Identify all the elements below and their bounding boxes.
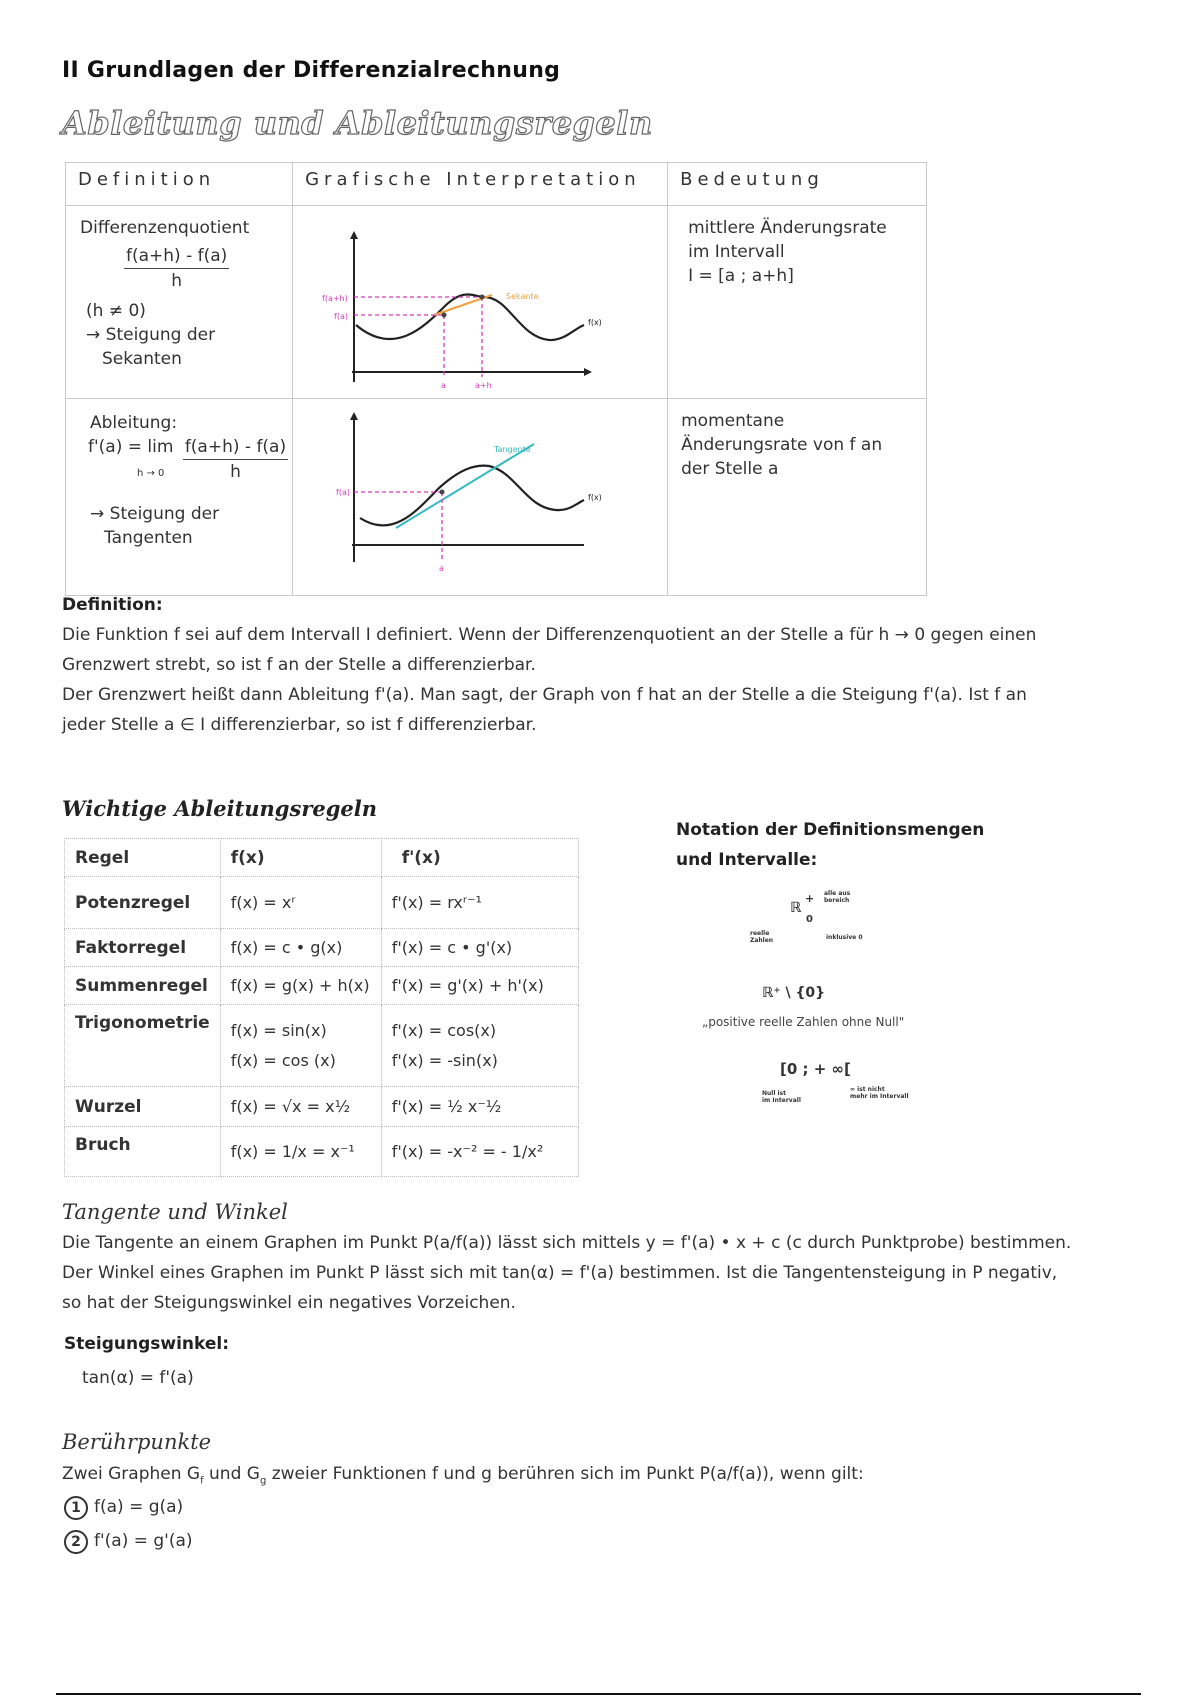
secant-arrow-line1: → Steigung der — [86, 325, 216, 345]
rule-fx: f(x) = √x = x½ — [220, 1087, 381, 1127]
function-curve — [360, 466, 584, 526]
rule-fpx: f'(x) = rxʳ⁻¹ — [381, 877, 578, 929]
x-axis-arrow — [584, 368, 592, 376]
definition-line: Der Grenzwert heißt dann Ableitung f'(a). Man sagt, der Graph von f hat an der Stelle a die Steigung f'(a). Ist f an — [62, 685, 1027, 705]
touch-line: Zwei Graphen $G_f$ und $G_g$ zweier Funktionen f und g berühren sich im Punkt P(a/f(a)), wenn gilt: — [62, 1464, 864, 1487]
label-secant: Sekante — [506, 292, 539, 301]
rule-fx: f(x) = g(x) + h(x) — [220, 967, 381, 1005]
meaning-2-line2: Änderungsrate von f an — [681, 435, 883, 455]
rule-row — [65, 1127, 579, 1177]
label-ah: a+h — [475, 381, 492, 390]
header-grafische-interpretation: Grafische Interpretation — [293, 163, 668, 206]
label-tangent: Tangente — [494, 445, 531, 454]
bottom-rule — [56, 1693, 1141, 1695]
definition-line: Die Funktion f sei auf dem Intervall I definiert. Wenn der Differenzenquotient an der Stelle a für h → 0 gegen einen — [62, 625, 1037, 645]
rule-name: Potenzregel — [65, 877, 221, 929]
point-ah — [480, 295, 485, 300]
cell-ableitung — [66, 399, 293, 596]
definition-line: jeder Stelle a ∈ I differenzierbar, so ist f differenzierbar. — [62, 715, 537, 735]
set-minus: ℝ⁺ \ {0} — [762, 985, 826, 1001]
definition-block — [62, 590, 1152, 740]
meaning-1-line1: mittlere Änderungsrate — [688, 218, 887, 238]
touch-condition-2: 2 f'(a) = g'(a) — [64, 1530, 193, 1554]
label-fa: f(a) — [334, 312, 349, 321]
ableitung-lim: f'(a) = lim — [88, 437, 174, 457]
definition-line: Grenzwert strebt, so ist f an der Stelle a differenzierbar. — [62, 655, 536, 675]
y-axis-arrow — [350, 231, 358, 239]
tangent-arrow-line1: → Steigung der — [90, 504, 220, 524]
label-a: a — [439, 564, 445, 573]
definition-label: Definition: — [62, 595, 163, 615]
touch-title: Berührpunkte — [62, 1430, 212, 1454]
touch-condition-1: 1 f(a) = g(a) — [64, 1496, 183, 1520]
rule-fx: f(x) = c • g(x) — [220, 929, 381, 967]
differenzenquotient-title: Differenzenquotient — [80, 218, 250, 238]
cell-meaning-1 — [668, 206, 927, 399]
rule-row — [65, 877, 579, 929]
header-bedeutung: Bedeutung — [668, 163, 927, 206]
point-a — [440, 490, 445, 495]
rule-row — [65, 1087, 579, 1127]
angle-label: Steigungswinkel: — [64, 1334, 230, 1354]
rule-name: Summenregel — [65, 967, 221, 1005]
tangent-graph — [294, 400, 644, 590]
rule-fpx: f'(x) = cos(x) f'(x) = -sin(x) — [381, 1005, 578, 1087]
y-axis-arrow — [350, 412, 358, 420]
cell-differenzenquotient — [66, 206, 293, 399]
rule-fx: f(x) = sin(x) f(x) = cos (x) — [220, 1005, 381, 1087]
label-null: Null ist im Intervall — [762, 1090, 801, 1104]
cell-meaning-2 — [668, 399, 927, 596]
angle-formula: tan(α) = f'(a) — [82, 1368, 194, 1388]
label-fx: f(x) — [588, 493, 602, 502]
tangent-title: Tangente und Winkel — [62, 1200, 288, 1224]
header-definition: Definition — [66, 163, 293, 206]
number-circle-icon: 1 — [64, 1496, 88, 1520]
point-a — [442, 313, 447, 318]
label-nicht: ∞ ist nicht mehr im Intervall — [850, 1086, 909, 1100]
label-inklusive: inklusive 0 — [826, 934, 863, 941]
rule-row — [65, 929, 579, 967]
label-fa: f(a) — [336, 488, 351, 497]
rule-row — [65, 1005, 579, 1087]
secant-graph — [294, 207, 644, 393]
tangent-line: so hat der Steigungswinkel ein negatives Vorzeichen. — [62, 1293, 516, 1313]
cell-tangent-graph — [293, 399, 668, 596]
meaning-2-line1: momentane — [681, 411, 785, 431]
tangent-line: Der Winkel eines Graphen im Punkt P lässt sich mit tan(α) = f'(a) bestimmen. Ist die Tangentensteigung in P negativ, — [62, 1263, 1058, 1283]
label-fx: f(x) — [588, 318, 602, 327]
difference-quotient-fraction: $\frac{f(a+h) - f(a)}{h}$ — [126, 246, 228, 291]
function-curve — [356, 295, 584, 341]
number-circle-icon: 2 — [64, 1530, 88, 1554]
label-fah: f(a+h) — [322, 294, 348, 303]
notation-r-diagram — [750, 890, 900, 950]
ableitung-title: Ableitung: — [90, 413, 178, 433]
tangent-block — [62, 1228, 1152, 1318]
ableitung-fraction: $\frac{f(a+h) - f(a)}{h}$ — [184, 437, 287, 482]
lim-subscript: h → 0 — [136, 468, 165, 479]
rule-fpx: f'(x) = ½ x⁻½ — [381, 1087, 578, 1127]
r-zero: 0 — [806, 914, 813, 925]
tangent-line: Die Tangente an einem Graphen im Punkt P(a/f(a)) lässt sich mittels y = f'(a) • x + c (c durch Punktprobe) bestimmen. — [62, 1233, 1072, 1253]
r-symbol: ℝ — [790, 900, 802, 916]
section-title: Ableitung und Ableitungsregeln — [62, 104, 653, 142]
label-alle: alle aus bereich — [824, 890, 851, 904]
tangent-line — [396, 444, 534, 528]
rule-name: Wurzel — [65, 1087, 221, 1127]
r-plus: + — [805, 892, 815, 905]
definition-table — [65, 162, 927, 596]
rule-name: Bruch — [65, 1127, 221, 1177]
label-a: a — [441, 381, 447, 390]
cell-secant-graph — [293, 206, 668, 399]
rules-table — [64, 838, 579, 1177]
meaning-1-line3: I = [a ; a+h] — [688, 266, 794, 286]
label-reelle: reelle Zahlen — [750, 930, 774, 944]
set-description: „positive reelle Zahlen ohne Null" — [702, 1015, 905, 1029]
meaning-1-line2: im Intervall — [688, 242, 785, 262]
h-condition: (h ≠ 0) — [86, 301, 146, 321]
rule-name: Trigonometrie — [65, 1005, 221, 1087]
rules-header-fx: f(x) — [220, 839, 381, 877]
secant-arrow-line2: Sekanten — [102, 349, 182, 369]
page-title: II Grundlagen der Differenzialrechnung — [62, 58, 561, 83]
notation-title: Notation der Definitionsmengen und Intervalle: — [676, 820, 985, 870]
rule-fx: f(x) = 1/x = x⁻¹ — [220, 1127, 381, 1177]
meaning-2-line3: der Stelle a — [681, 459, 779, 479]
rules-header-fpx: f'(x) — [381, 839, 578, 877]
rule-fx: f(x) = xʳ — [220, 877, 381, 929]
interval-notation: [0 ; + ∞[ — [780, 1060, 851, 1078]
rules-title: Wichtige Ableitungsregeln — [62, 796, 378, 821]
rules-header-regel: Regel — [65, 839, 221, 877]
rule-fpx: f'(x) = -x⁻² = - 1/x² — [381, 1127, 578, 1177]
rule-row — [65, 967, 579, 1005]
rule-fpx: f'(x) = c • g'(x) — [381, 929, 578, 967]
tangent-arrow-line2: Tangenten — [104, 528, 193, 548]
rule-name: Faktorregel — [65, 929, 221, 967]
rule-fpx: f'(x) = g'(x) + h'(x) — [381, 967, 578, 1005]
